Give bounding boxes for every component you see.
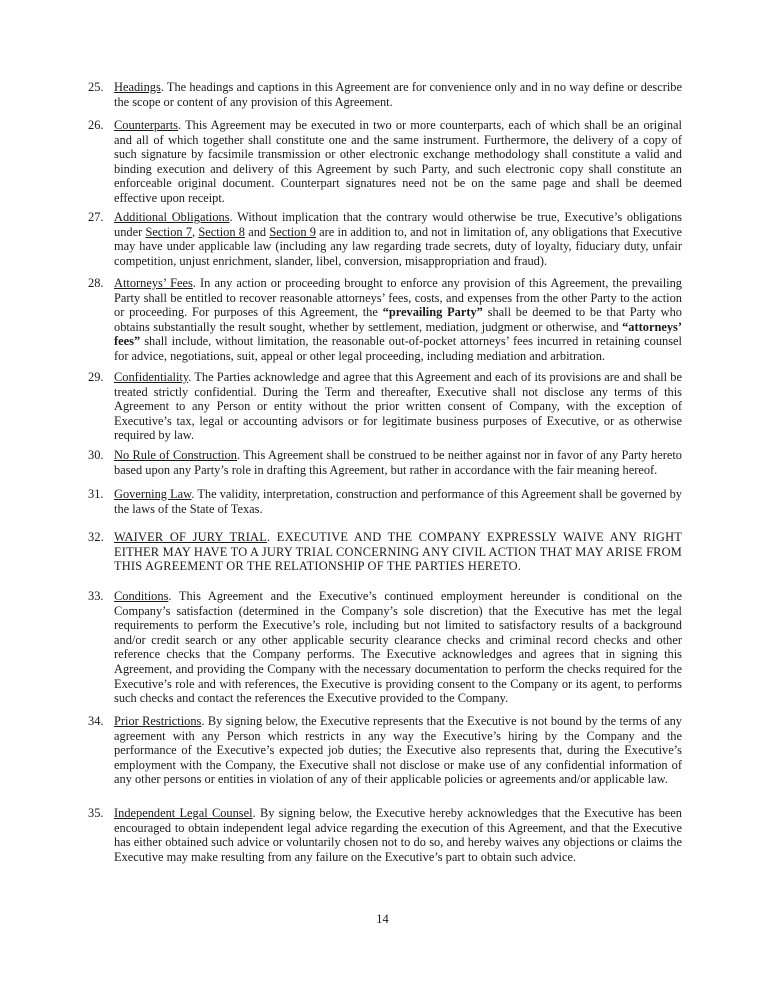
clause-title: Additional Obligations [114,210,230,224]
clause-text: By signing below, the Executive represents that the Executive is not bound by the terms of any agreement with any Person which restricts in any way the Executive’s hiring by the Company and the performance of the Executive’s expected job duties; the Executive also represents that, during the Executive’s employment with the Company, the Executive shall not disclose or make use of any confidential information of any other persons or entities in violation of any of their applicable policies or agreements and/or applicable law. [114,714,682,787]
clause-title: No Rule of Construction [114,448,238,462]
clause-title: Governing Law [114,487,192,501]
clause-title: WAIVER OF JURY TRIAL [114,530,267,544]
section-7-link[interactable]: Section 7 [145,224,193,239]
clause-text: This Agreement and the Executive’s continued employment hereunder is conditional on the Company’s satisfaction (determined in the Company’s sole discretion) that the Executive has met the legal requirements to perform the Executive’s role, including but not limited to satisfactory results of a background and/or credit search or any other applicable security clearance checks and criminal record checks and other reference checks that the Company performs. The Executive acknowledges and agrees that in signing this Agreement, and providing the Company with the necessary documentation to perform the checks required for the Executive’s role and with references, the Executive is providing consent to the Company or its agent, to performs such checks and contact the references the Executive provided to the Company. [114,589,683,706]
clause-text: are in addition to, and not in limitation of, any obligations that Executive may have under applicable law (including any law regarding trade secrets, duty of loyalty, fiduciary duty, unfair competition, unjust enrichment, slander, libel, conversion, misappropriation and fraud). [114,224,682,268]
clause-32: 32. WAIVER OF JURY TRIAL. EXECUTIVE AND THE COMPANY EXPRESSLY WAIVE ANY RIGHT EITHER MAY HAVE TO A JURY TRIAL CONCERNING ANY CIVIL ACTION THAT MAY ARISE FROM THIS AGREEMENT OR THE RELATIONSHIP OF THE PARTIES HERETO. [88,530,682,574]
clause-31: 31. Governing Law. The validity, interpretation, construction and performance of this Agreement shall be governed by the laws of the State of Texas. [88,487,682,516]
clause-title: Counterparts [114,118,179,132]
page-number: 14 [376,912,389,926]
clause-number: 28. [88,276,104,290]
clause-25: 25. Headings. The headings and captions in this Agreement are for convenience only and in no way define or describe the scope or content of any provision of this Agreement. [88,80,682,109]
defined-term: “prevailing Party” [382,305,483,320]
clause-text: The Parties acknowledge and agree that this Agreement and each of its provisions are and shall be treated strictly confidential. During the Term and thereafter, Executive shall not disclose any terms of this Agreement to any Person or entity without the prior written consent of Company, with the exception of Executive’s tax, legal or accounting advisors or for legitimate business purposes of Executive, or as otherwise required by law. [114,370,683,443]
clause-number: 27. [88,210,104,224]
section-8-link[interactable]: Section 8 [198,224,245,239]
clause-34: 34. Prior Restrictions. By signing below, the Executive represents that the Executive is not bound by the terms of any agreement with any Person which restricts in any way the Executive’s hiring by the Company and the performance of the Executive’s expected job duties; the Executive also represents that, during the Executive’s employment with the Company, the Executive shall not disclose or make use of any confidential information of any other persons or entities in violation of any of their applicable policies or agreements and/or applicable law. [88,714,682,787]
clause-text: This Agreement may be executed in two or more counterparts, each of which shall be an original and all of which together shall constitute one and the same instrument. Furthermore, the delivery of a copy of such signature by facsimile transmission or other electronic exchange methodology shall constitute a valid and binding execution and delivery of this Agreement by such Party, and such electronic copy shall constitute an enforceable original document. Counterpart signatures need not be on the same page and shall be deemed effective upon receipt. [114,118,682,205]
clause-text: The validity, interpretation, construction and performance of this Agreement shall be governed by the laws of the State of Texas. [114,487,682,516]
clause-35: 35. Independent Legal Counsel. By signing below, the Executive hereby acknowledges that the Executive has been encouraged to obtain independent legal advice regarding the execution of this Agreement, and that the Executive has either obtained such advice or voluntarily chosen not to do so, and hereby waives any objections or claims the Executive may make resulting from any failure on the Executive’s part to obtain such advice. [88,806,682,864]
clause-title: Confidentiality [114,370,189,384]
clause-text: Without implication that the contrary would otherwise be true, Executive’s obligations under [114,210,682,239]
clause-title: Conditions [114,589,169,603]
clause-title: Prior Restrictions [114,714,202,728]
defined-term: “attorneys’ fees” [114,319,682,349]
clause-29: 29. Confidentiality. The Parties acknowledge and agree that this Agreement and each of its provisions are and shall be treated strictly confidential. During the Term and thereafter, Executive shall not disclose any terms of this Agreement to any Person or entity without the prior written consent of Company, with the exception of Executive’s tax, legal or accounting advisors or for legitimate business purposes of Executive, or as otherwise required by law. [88,370,683,443]
clause-number: 33. [88,589,104,603]
clause-text: By signing below, the Executive hereby acknowledges that the Executive has been encouraged to obtain independent legal advice regarding the execution of this Agreement, and that the Executive has either obtained such advice or voluntarily chosen not to do so, and hereby waives any objections or claims the Executive may make resulting from any failure on the Executive’s part to obtain such advice. [114,806,682,864]
clause-title: Attorneys’ Fees [114,276,193,290]
clause-text: The headings and captions in this Agreement are for convenience only and in no way define or describe the scope or content of any provision of this Agreement. [114,80,682,109]
clause-title: Headings [114,80,161,94]
clause-number: 30. [88,448,104,462]
clause-number: 31. [88,487,104,501]
clause-33: 33. Conditions. This Agreement and the Executive’s continued employment hereunder is conditional on the Company’s satisfaction (determined in the Company’s sole discretion) that the Executive has met the legal requirements to perform the Executive’s role, including but not limited to satisfactory results of a background and/or credit search or any other applicable security clearance checks and criminal record checks and other reference checks that the Company performs. The Executive acknowledges and agrees that in signing this Agreement, and providing the Company with the necessary documentation to perform the checks required for the Executive’s role and with references, the Executive is providing consent to the Company or its agent, to performs such checks and contact the references the Executive provided to the Company. [88,589,683,706]
clause-text: EXECUTIVE AND THE COMPANY EXPRESSLY WAIVE ANY RIGHT EITHER MAY HAVE TO A JURY TRIAL CONCERNING ANY CIVIL ACTION THAT MAY ARISE FROM THIS AGREEMENT OR THE RELATIONSHIP OF THE PARTIES HERETO. [114,530,682,574]
clause-number: 29. [88,370,104,384]
clause-text: This Agreement shall be construed to be neither against nor in favor of any Party hereto based upon any Party’s role in drafting this Agreement, but rather in accordance with the fair meaning hereof. [114,448,682,477]
clause-number: 35. [88,806,104,820]
clause-number: 25. [88,80,104,94]
section-9-link[interactable]: Section 9 [269,224,316,239]
clause-28: 28. Attorneys’ Fees. In any action or proceeding brought to enforce any provision of this Agreement, the prevailing Party shall be entitled to recover reasonable attorneys’ fees, costs, and expenses from the other Party to the action or proceeding. For purposes of this Agreement, the “prevailing Party” shall be deemed to be that Party who obtains substantially the result sought, whether by settlement, mediation, judgment or otherwise, and “attorneys’ fees” shall include, without limitation, the reasonable out-of-pocket attorneys’ fees incurred in retaining counsel for advice, negotiations, suit, appeal or other legal proceeding, including mediation and arbitration. [88,276,682,363]
clause-number: 26. [88,118,104,132]
clause-title: Independent Legal Counsel [114,806,253,820]
clause-30: 30. No Rule of Construction. This Agreement shall be construed to be neither against nor in favor of any Party hereto based upon any Party’s role in drafting this Agreement, but rather in accordance with the fair meaning hereof. [88,448,682,477]
clause-number: 32. [88,530,105,544]
clause-26: 26. Counterparts. This Agreement may be executed in two or more counterparts, each of which shall be an original and all of which together shall constitute one and the same instrument. Furthermore, the delivery of a copy of such signature by facsimile transmission or other electronic exchange methodology shall constitute a valid and binding execution and delivery of this Agreement by such Party, and such electronic copy shall constitute an enforceable original document. Counterpart signatures need not be on the same page and shall be deemed effective upon receipt. [88,118,682,205]
clause-27: 27. Additional Obligations. Without implication that the contrary would otherwise be true, Executive’s obligations under Section 7, Section 8 and Section 9 are in addition to, and not in limitation of, any obligations that Executive may have under applicable law (including any law regarding trade secrets, duty of loyalty, fiduciary duty, unfair competition, unjust enrichment, slander, libel, conversion, misappropriation and fraud). [88,210,682,268]
clause-number: 34. [88,714,104,728]
